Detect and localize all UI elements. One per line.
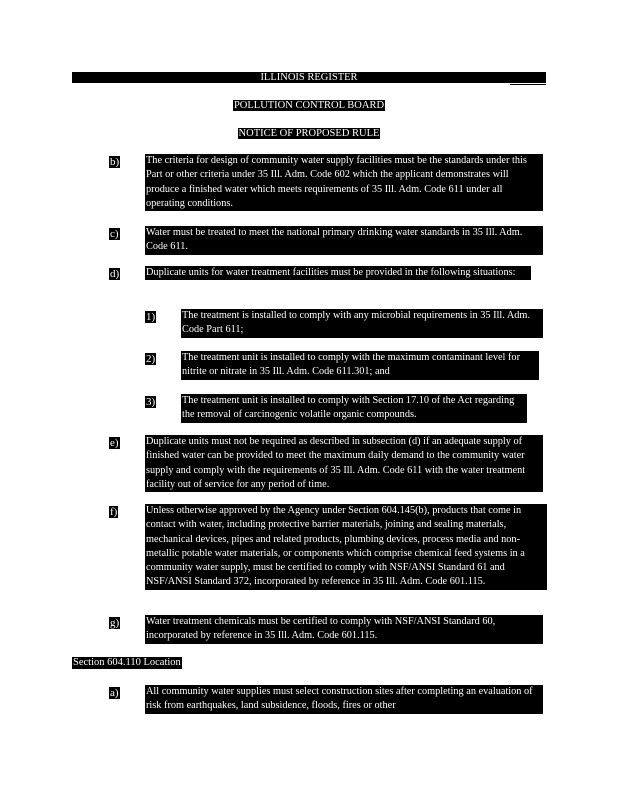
item-paragraph: The criteria for design of community water supply facilities must be the standards under this Part or other criteria under 35 Ill. Adm. Code 602 which the applicant demonstrates will produce a finished water which meets requirements of 35 Ill. Adm. Code 611 under all operating conditions. [145,154,543,211]
header-rule [510,84,546,85]
item-paragraph: All community water supplies must select construction sites after completing an evaluation of risk from earthquakes, land subsidence, floods, fires or other [145,685,543,714]
item-label: f) [110,506,118,518]
subitem-label: 2) [146,353,156,365]
subitem-paragraph: The treatment is installed to comply with any microbial requirements in 35 Ill. Adm. Code Part 611; [181,309,543,338]
item-label: d) [110,268,120,280]
board-heading-text: POLLUTION CONTROL BOARD [233,100,385,111]
item-paragraph: Duplicate units for water treatment facilities must be provided in the following situations: [145,266,531,280]
subitem-paragraph: The treatment unit is installed to comply with the maximum contaminant level for nitrite or nitrate in 35 Ill. Adm. Code 611.301; and [181,351,539,380]
notice-heading [0,128,618,139]
item-label: a) [110,687,119,699]
subitem-label: 3) [146,396,156,408]
item-paragraph: Water treatment chemicals must be certified to comply with NSF/ANSI Standard 60, incorporated by reference in 35 Ill. Adm. Code 601.115. [145,615,543,644]
item-label: b) [110,156,120,168]
section-heading: Section 604.110 Location [73,657,181,668]
item-paragraph: Unless otherwise approved by the Agency under Section 604.145(b), products that come in contact with water, including protective barrier materials, joining and sealing materials, mechanical devices, pipes and related products, plumbing devices, process media and non-metallic potable water materials, or components which comprise chemical feed systems in a community water supply, must be certified to comply with NSF/ANSI Standard 61 and NSF/ANSI Standard 372, incorporated by reference in 35 Ill. Adm. Code 601.115. [145,504,547,590]
item-label: e) [110,437,119,449]
item-label: g) [110,617,120,629]
register-header: ILLINOIS REGISTER [72,72,546,83]
subitem-paragraph: The treatment unit is installed to comply with Section 17.10 of the Act regarding the removal of carcinogenic volatile organic compounds. [181,394,527,423]
notice-heading-text: NOTICE OF PROPOSED RULE [238,128,380,139]
item-paragraph: Duplicate units must not be required as described in subsection (d) if an adequate supply of finished water can be provided to meet the maximum daily demand to the community water supply and comply with the requirements of 35 Ill. Adm. Code 611 with the water treatment facility out of service for any period of time. [145,435,543,492]
board-heading [0,100,618,111]
item-paragraph: Water must be treated to meet the national primary drinking water standards in 35 Ill. Adm. Code 611. [145,226,543,255]
subitem-label: 1) [146,311,156,323]
item-label: c) [110,228,119,240]
